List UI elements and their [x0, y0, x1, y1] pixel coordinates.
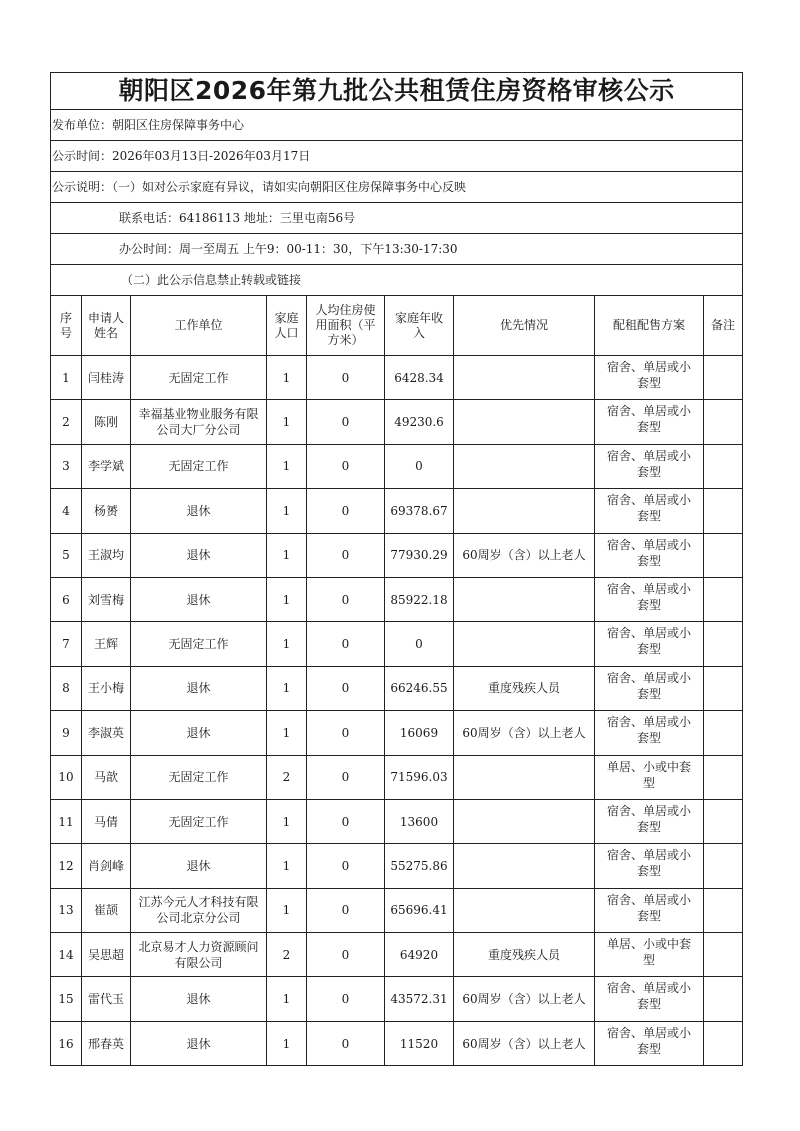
cell-household: 1 [267, 711, 307, 755]
cell-area: 0 [307, 622, 385, 666]
cell-household: 1 [267, 400, 307, 444]
cell-name: 邢春英 [82, 1021, 131, 1065]
table-row [51, 933, 743, 977]
note-no-repost: （二）此公示信息禁止转载或链接 [51, 265, 743, 296]
table-row [51, 577, 743, 621]
cell-remarks [704, 444, 743, 488]
cell-scheme: 宿舍、单居或小 套型 [595, 356, 704, 400]
cell-name: 王辉 [82, 622, 131, 666]
cell-income: 0 [385, 622, 454, 666]
notice-table [50, 72, 743, 1066]
cell-scheme: 宿舍、单居或小 套型 [595, 711, 704, 755]
cell-employer: 幸福基业物业服务有限 公司大厂分公司 [131, 400, 267, 444]
cell-area: 0 [307, 933, 385, 977]
cell-area: 0 [307, 711, 385, 755]
cell-employer: 退休 [131, 577, 267, 621]
cell-household: 1 [267, 533, 307, 577]
cell-area: 0 [307, 577, 385, 621]
table-row [51, 489, 743, 533]
cell-seq: 5 [51, 533, 82, 577]
cell-income: 77930.29 [385, 533, 454, 577]
cell-scheme: 宿舍、单居或小 套型 [595, 799, 704, 843]
cell-employer: 退休 [131, 666, 267, 710]
cell-employer: 无固定工作 [131, 356, 267, 400]
column-header-remarks: 备注 [704, 296, 743, 356]
cell-employer: 江苏今元人才科技有限 公司北京分公司 [131, 888, 267, 932]
column-header-seq: 序 号 [51, 296, 82, 356]
cell-household: 1 [267, 844, 307, 888]
cell-employer: 退休 [131, 1021, 267, 1065]
cell-area: 0 [307, 444, 385, 488]
table-row [51, 533, 743, 577]
table-row [51, 977, 743, 1021]
cell-priority [454, 844, 595, 888]
cell-employer: 无固定工作 [131, 444, 267, 488]
cell-seq: 13 [51, 888, 82, 932]
cell-priority: 重度残疾人员 [454, 933, 595, 977]
table-row [51, 755, 743, 799]
cell-scheme: 宿舍、单居或小 套型 [595, 622, 704, 666]
cell-remarks [704, 977, 743, 1021]
column-header-priority: 优先情况 [454, 296, 595, 356]
table-row [51, 622, 743, 666]
note-contact: 联系电话：64186113 地址：三里屯南56号 [51, 203, 743, 234]
cell-seq: 3 [51, 444, 82, 488]
cell-household: 1 [267, 977, 307, 1021]
cell-income: 69378.67 [385, 489, 454, 533]
cell-household: 1 [267, 489, 307, 533]
column-header-name: 申请人 姓名 [82, 296, 131, 356]
cell-employer: 退休 [131, 533, 267, 577]
cell-name: 闫桂涛 [82, 356, 131, 400]
cell-remarks [704, 933, 743, 977]
cell-remarks [704, 799, 743, 843]
cell-scheme: 单居、小或中套 型 [595, 933, 704, 977]
table-row [51, 400, 743, 444]
cell-scheme: 宿舍、单居或小 套型 [595, 666, 704, 710]
cell-scheme: 宿舍、单居或小 套型 [595, 977, 704, 1021]
cell-household: 1 [267, 888, 307, 932]
cell-name: 杨赟 [82, 489, 131, 533]
cell-income: 13600 [385, 799, 454, 843]
cell-remarks [704, 356, 743, 400]
notice-sheet [50, 72, 742, 1066]
cell-seq: 8 [51, 666, 82, 710]
column-header-income: 家庭年收 入 [385, 296, 454, 356]
cell-income: 55275.86 [385, 844, 454, 888]
cell-scheme: 宿舍、单居或小 套型 [595, 533, 704, 577]
cell-seq: 10 [51, 755, 82, 799]
cell-priority [454, 622, 595, 666]
cell-employer: 退休 [131, 489, 267, 533]
cell-priority [454, 799, 595, 843]
cell-priority [454, 888, 595, 932]
cell-seq: 4 [51, 489, 82, 533]
cell-seq: 16 [51, 1021, 82, 1065]
note-objection: 公示说明：（一）如对公示家庭有异议，请如实向朝阳区住房保障事务中心反映 [51, 172, 743, 203]
column-header-employer: 工作单位 [131, 296, 267, 356]
publisher-line: 发布单位：朝阳区住房保障事务中心 [51, 110, 743, 141]
cell-name: 肖剑峰 [82, 844, 131, 888]
cell-employer: 退休 [131, 844, 267, 888]
cell-employer: 无固定工作 [131, 799, 267, 843]
cell-name: 李淑英 [82, 711, 131, 755]
cell-area: 0 [307, 977, 385, 1021]
table-row [51, 799, 743, 843]
cell-remarks [704, 489, 743, 533]
cell-seq: 1 [51, 356, 82, 400]
cell-area: 0 [307, 666, 385, 710]
table-row [51, 356, 743, 400]
cell-employer: 退休 [131, 977, 267, 1021]
cell-name: 李学斌 [82, 444, 131, 488]
cell-name: 王小梅 [82, 666, 131, 710]
cell-income: 71596.03 [385, 755, 454, 799]
cell-priority [454, 489, 595, 533]
cell-income: 85922.18 [385, 577, 454, 621]
cell-priority [454, 444, 595, 488]
cell-area: 0 [307, 1021, 385, 1065]
cell-area: 0 [307, 888, 385, 932]
cell-remarks [704, 533, 743, 577]
cell-scheme: 宿舍、单居或小 套型 [595, 444, 704, 488]
column-header-scheme: 配租配售方案 [595, 296, 704, 356]
cell-priority [454, 400, 595, 444]
cell-household: 1 [267, 799, 307, 843]
cell-income: 64920 [385, 933, 454, 977]
cell-income: 6428.34 [385, 356, 454, 400]
table-row [51, 444, 743, 488]
cell-employer: 无固定工作 [131, 755, 267, 799]
cell-seq: 7 [51, 622, 82, 666]
cell-income: 43572.31 [385, 977, 454, 1021]
cell-area: 0 [307, 533, 385, 577]
cell-household: 1 [267, 1021, 307, 1065]
cell-name: 陈刚 [82, 400, 131, 444]
cell-priority: 60周岁（含）以上老人 [454, 977, 595, 1021]
cell-scheme: 宿舍、单居或小 套型 [595, 489, 704, 533]
cell-scheme: 宿舍、单居或小 套型 [595, 888, 704, 932]
cell-seq: 11 [51, 799, 82, 843]
cell-seq: 9 [51, 711, 82, 755]
cell-remarks [704, 755, 743, 799]
cell-name: 马歆 [82, 755, 131, 799]
cell-scheme: 宿舍、单居或小 套型 [595, 400, 704, 444]
cell-remarks [704, 666, 743, 710]
cell-scheme: 宿舍、单居或小 套型 [595, 1021, 704, 1065]
cell-remarks [704, 844, 743, 888]
table-row [51, 711, 743, 755]
page-title: 朝阳区2026年第九批公共租赁住房资格审核公示 [51, 73, 743, 110]
cell-household: 1 [267, 444, 307, 488]
cell-priority [454, 755, 595, 799]
cell-income: 0 [385, 444, 454, 488]
cell-income: 49230.6 [385, 400, 454, 444]
cell-seq: 6 [51, 577, 82, 621]
cell-name: 王淑均 [82, 533, 131, 577]
cell-income: 11520 [385, 1021, 454, 1065]
cell-scheme: 宿舍、单居或小 套型 [595, 577, 704, 621]
cell-seq: 15 [51, 977, 82, 1021]
cell-household: 2 [267, 933, 307, 977]
cell-employer: 退休 [131, 711, 267, 755]
table-row [51, 844, 743, 888]
cell-household: 1 [267, 622, 307, 666]
cell-name: 吴思超 [82, 933, 131, 977]
cell-area: 0 [307, 799, 385, 843]
cell-employer: 无固定工作 [131, 622, 267, 666]
cell-household: 2 [267, 755, 307, 799]
cell-name: 马倩 [82, 799, 131, 843]
table-header-row [51, 296, 743, 356]
cell-priority [454, 577, 595, 621]
cell-area: 0 [307, 400, 385, 444]
column-header-household: 家庭 人口 [267, 296, 307, 356]
cell-priority: 60周岁（含）以上老人 [454, 1021, 595, 1065]
cell-area: 0 [307, 489, 385, 533]
cell-name: 刘雪梅 [82, 577, 131, 621]
cell-household: 1 [267, 666, 307, 710]
cell-name: 雷代玉 [82, 977, 131, 1021]
cell-area: 0 [307, 356, 385, 400]
period-line: 公示时间：2026年03月13日-2026年03月17日 [51, 141, 743, 172]
cell-income: 65696.41 [385, 888, 454, 932]
cell-remarks [704, 622, 743, 666]
cell-seq: 12 [51, 844, 82, 888]
cell-seq: 14 [51, 933, 82, 977]
cell-remarks [704, 400, 743, 444]
cell-income: 66246.55 [385, 666, 454, 710]
cell-scheme: 单居、小或中套 型 [595, 755, 704, 799]
cell-income: 16069 [385, 711, 454, 755]
cell-priority: 60周岁（含）以上老人 [454, 711, 595, 755]
cell-employer: 北京易才人力资源顾问 有限公司 [131, 933, 267, 977]
cell-priority: 60周岁（含）以上老人 [454, 533, 595, 577]
cell-remarks [704, 711, 743, 755]
cell-remarks [704, 1021, 743, 1065]
cell-remarks [704, 888, 743, 932]
cell-area: 0 [307, 844, 385, 888]
cell-seq: 2 [51, 400, 82, 444]
column-header-area: 人均住房使 用面积（平 方米） [307, 296, 385, 356]
cell-remarks [704, 577, 743, 621]
cell-household: 1 [267, 356, 307, 400]
table-row [51, 666, 743, 710]
cell-priority [454, 356, 595, 400]
cell-scheme: 宿舍、单居或小 套型 [595, 844, 704, 888]
cell-area: 0 [307, 755, 385, 799]
note-office-hours: 办公时间：周一至周五 上午9：00-11：30，下午13:30-17:30 [51, 234, 743, 265]
table-row [51, 888, 743, 932]
cell-household: 1 [267, 577, 307, 621]
cell-name: 崔颉 [82, 888, 131, 932]
table-row [51, 1021, 743, 1065]
cell-priority: 重度残疾人员 [454, 666, 595, 710]
